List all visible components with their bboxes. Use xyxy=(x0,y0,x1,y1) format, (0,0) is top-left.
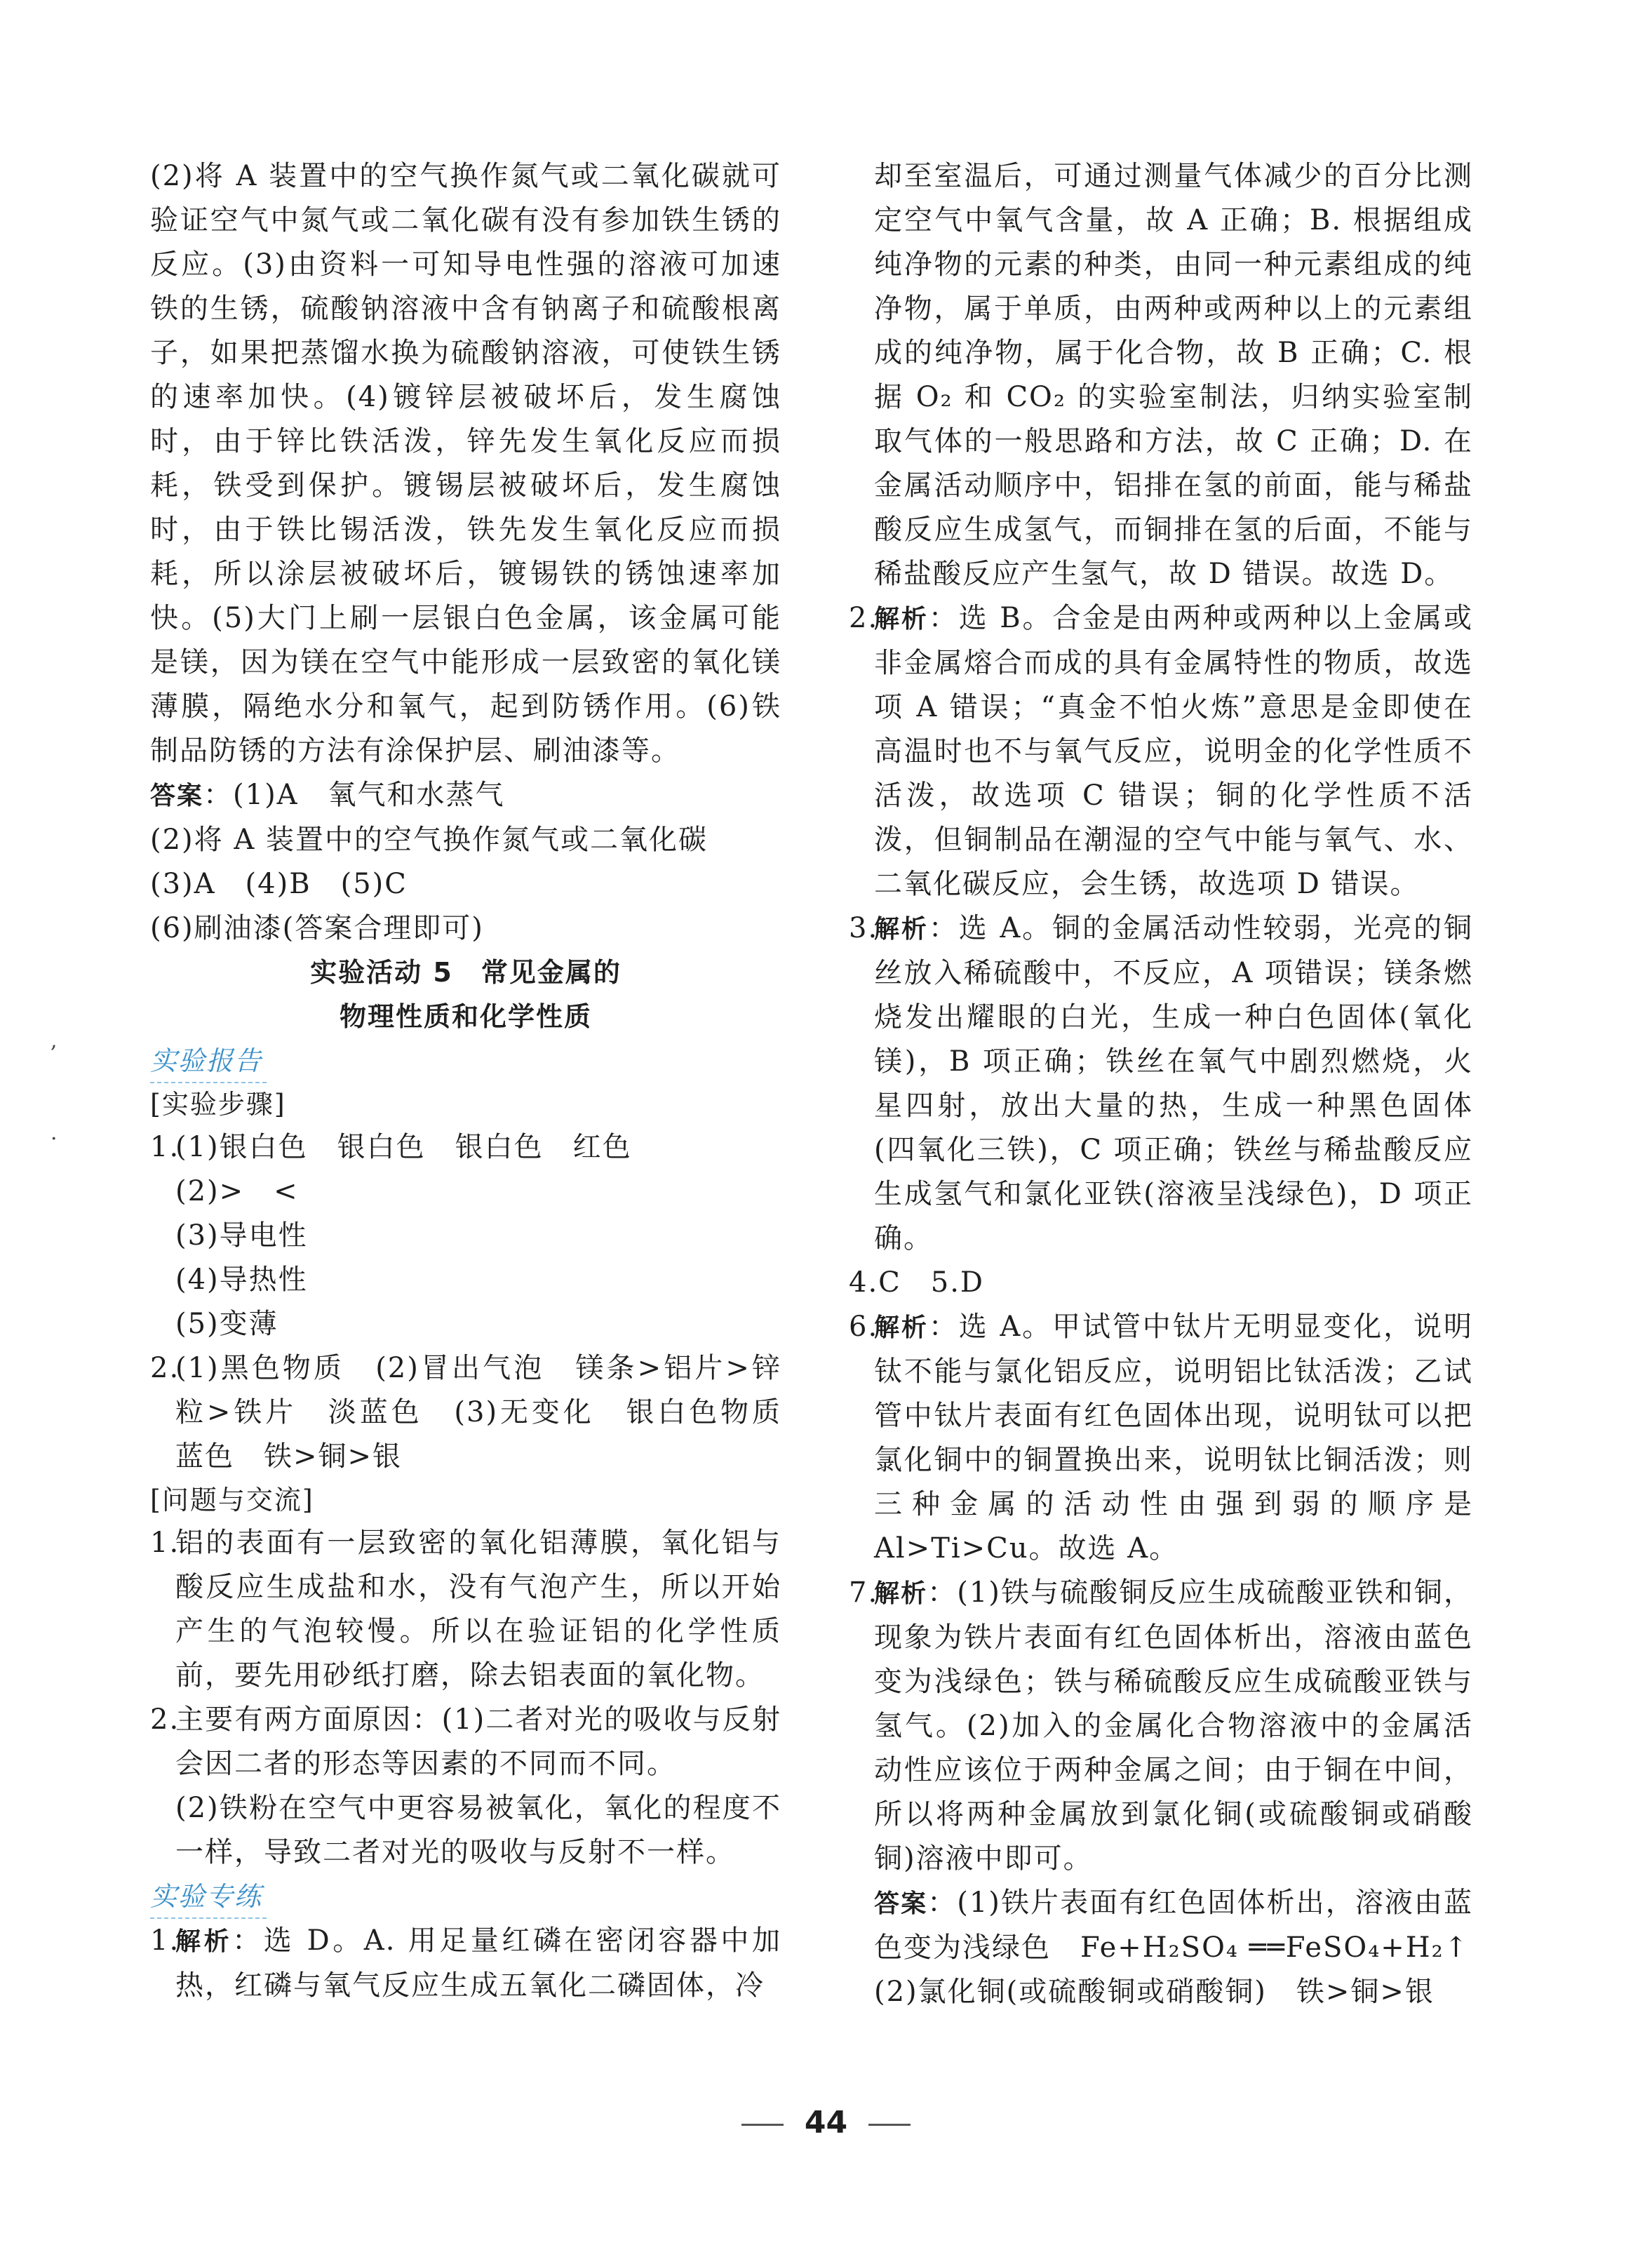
subsection-steps: [ 实验步骤 ] xyxy=(150,1083,781,1125)
section-label-report: 实验报告 xyxy=(150,1040,267,1083)
answer-line: (2)氯化铜(或硫酸铜或硝酸铜) 铁>铜>银 xyxy=(874,1976,1435,2008)
list-item: 2. (1)黑色物质 (2)冒出气泡 镁条>铝片>锌粒>铁片 淡蓝色 (3)无变化 银白色物质 蓝色 铁>铜>银 xyxy=(150,1352,811,1473)
list-item: 4.C 5.D xyxy=(849,1266,985,1299)
list-item: 1. (1)银白色 银白色 银白色 红色 (2)> < (3)导电性 (4)导热性 (5)变薄 xyxy=(150,1131,632,1340)
right-column xyxy=(849,154,1473,2014)
paragraph: (2)将 A 装置中的空气换作氮气或二氧化碳就可验证空气中氮气或二氧化碳有没有参加铁生锈的反应。(3)由资料一可知导电性强的溶液可加速铁的生锈，硫酸钠溶液中含有钠离子和硫酸根离子，如果把蒸馏水换为硫酸钠溶液，可使铁生锈的速率加快。(4)镀锌层被破坏后，发生腐蚀时，由于锌比铁活泼，锌先发生氧化反应而损耗，铁受到保护。镀锡层被破坏后，发生腐蚀时，由于铁比锡活泼，铁先发生氧化反应而损耗，所以涂层被破坏后，镀锡铁的锈蚀速率加快。(5)大门上刷一层银白色金属，该金属可能是镁，因为镁在空气中能形成一层致密的氧化镁薄膜，隔绝水分和氧气，起到防锈作用。(6)铁制品防锈的方法有涂保护层、刷油漆等。 xyxy=(150,160,781,767)
answer-label: 答案 xyxy=(150,782,204,810)
list-item: 2. 解析：选 B。合金是由两种或两种以上金属或非金属熔合而成的具有金属特性的物质，故选项 A 错误；“真金不怕火炼”意思是金即使在高温时也不与氧气反应，说明金的化学性质不活泼，故选项 C 错误；铜的化学性质不活泼，但铜制品在潮湿的空气中能与氧气、水、二氧化碳反应，会生锈，故选项 D 错误。 xyxy=(849,602,1473,900)
list-item: 2. 主要有两方面原因：(1)二者对光的吸收与反射会因二者的形态等因素的不同而不同。 (2)铁粉在空气中更容易被氧化，氧化的程度不一样，导致二者对光的吸收与反射不一样。 xyxy=(150,1703,781,1868)
list-item: 1. 铝的表面有一层致密的氧化铝薄膜，氧化铝与酸反应生成盐和水，没有气泡产生，所以开始产生的气泡较慢。所以在验证铝的化学性质前，要先用砂纸打磨，除去铝表面的氧化物。 xyxy=(150,1527,781,1692)
list-item: 6. 解析：选 A。甲试管中钛片无明显变化，说明钛不能与氯化铝反应，说明铝比钛活泼；乙试管中钛片表面有红色固体出现，说明钛可以把氯化铜中的铜置换出来，说明钛比铜活泼；则三种金属的活动性由强到弱的顺序是 Al>Ti>Cu。故选 A。 xyxy=(849,1311,1473,1565)
divider xyxy=(868,2124,911,2126)
divider xyxy=(741,2124,784,2126)
subsection-qa: [ 问题与交流 ] xyxy=(150,1479,781,1521)
left-column xyxy=(150,154,811,2008)
section-heading: 实验活动 5 常见金属的 xyxy=(310,957,622,988)
list-item: 1. 解析：选 D。A. 用足量红磷在密闭容器中加热，红磷与氧气反应生成五氧化二磷固体，冷 xyxy=(150,1924,781,2002)
section-heading: 物理性质和化学性质 xyxy=(339,1001,592,1032)
answer-line: (2)将 A 装置中的空气换作氮气或二氧化碳 xyxy=(150,824,708,856)
answer-line: 答案：(1)A 氧气和水蒸气 xyxy=(150,779,505,811)
section-label-practice: 实验专练 xyxy=(150,1875,267,1919)
answer-line: (6)刷油漆(答案合理即可) xyxy=(150,912,484,944)
margin-mark: · xyxy=(51,1127,58,1151)
paragraph: 却至室温后，可通过测量气体减少的百分比测定空气中氧气含量，故 A 正确；B. 根据组成纯净物的元素的种类，由同一种元素组成的纯净物，属于单质，由两种或两种以上的元素组成的纯净物，属于化合物，故 B 正确；C. 根据 O₂ 和 CO₂ 的实验室制法，归纳实验室制取气体的一般思路和方法，故 C 正确；D. 在金属活动顺序中，铝排在氢的前面，能与稀盐酸反应生成氢气，而铜排在氢的后面，不能与稀盐酸反应产生氢气，故 D 错误。故选 D。 xyxy=(874,160,1473,590)
page-number: 44 xyxy=(0,2105,1652,2141)
list-item: 3. 解析：选 A。铜的金属活动性较弱，光亮的铜丝放入稀硫酸中，不反应，A 项错误；镁条燃烧发出耀眼的白光，生成一种白色固体(氧化镁)，B 项正确；铁丝在氧气中剧烈燃烧，火星四射，放出大量的热，生成一种黑色固体(四氧化三铁)，C 项正确；铁丝与稀盐酸反应生成氢气和氯化亚铁(溶液呈浅绿色)，D 项正确。 xyxy=(849,912,1473,1254)
margin-mark: , xyxy=(51,1029,58,1053)
answer-line: 答案：(1)铁片表面有红色固体析出，溶液由蓝色变为浅绿色 Fe+H₂SO₄ ══FeSO₄+H₂↑ xyxy=(874,1887,1473,1964)
list-item: 7. 解析：(1)铁与硫酸铜反应生成硫酸亚铁和铜，现象为铁片表面有红色固体析出，溶液由蓝色变为浅绿色；铁与稀硫酸反应生成硫酸亚铁与氢气。(2)加入的金属化合物溶液中的金属活动性应该位于两种金属之间；由于铜在中间，所以将两种金属放到氯化铜(或硫酸铜或硝酸铜)溶液中即可。 xyxy=(849,1576,1473,1875)
answer-line: (3)A (4)B (5)C xyxy=(150,868,408,900)
answer-label: 答案 xyxy=(874,1889,928,1918)
